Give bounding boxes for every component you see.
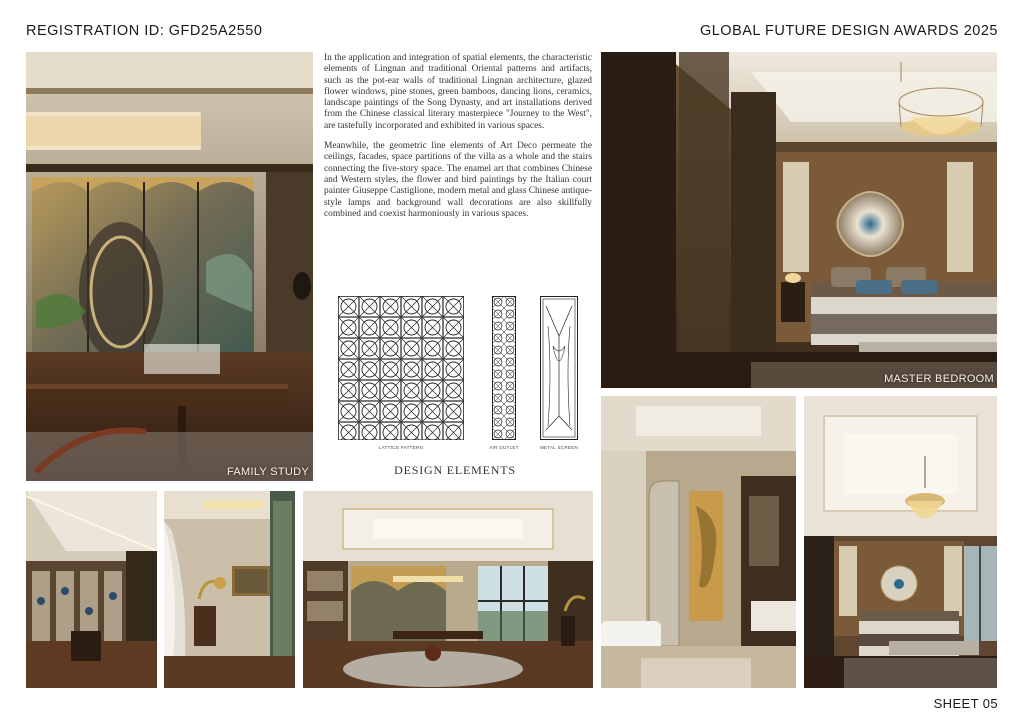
registration-id: REGISTRATION ID: GFD25A2550 (26, 23, 263, 39)
family-study-photo (26, 52, 313, 481)
metal-screen-drawing (539, 296, 579, 450)
design-elements-title: DESIGN ELEMENTS (394, 463, 516, 477)
bathroom-photo (601, 396, 796, 688)
study-room-photo (303, 491, 593, 688)
description-paragraph-1: In the application and integration of spatial elements, the characteristic elements of Lingnan and traditional Oriental patterns and artifacts, such as the pot-ear walls of traditional Lingnan architecture, glazed flower windows, pine stones, green bamboos, dancing lions, ceramics, landscape paintings of the Song Dynasty, and art installations derived from the Chinese classical literary masterpiece "Journey to the West", are tastefully incorporated and exhibited in various spaces. (324, 53, 592, 131)
sheet-number: SHEET 05 (933, 696, 998, 711)
second-bedroom-photo (804, 396, 997, 688)
description-paragraph-2: Meanwhile, the geometric line elements of Art Deco permeate the ceilings, facades, space partitions of the villa as a whole and the stairs connecting the five-story space. The enamel art that combines Chinese and Western styles, the flower and bird paintings by the Italian court painter Giuseppe Castiglione, modern metal and glass Chinese antique-style lamps and background wall decorations are also skillfully combined and coexist harmoniously in various spaces. (324, 141, 592, 219)
metal-screen-label: METAL SCREEN (539, 445, 579, 450)
description-text (324, 53, 592, 229)
display-cabinet-photo (26, 491, 157, 688)
lattice-pattern-drawing (338, 296, 464, 450)
family-study-caption: FAMILY STUDY (226, 466, 309, 478)
master-bedroom-caption: MASTER BEDROOM (884, 373, 994, 385)
air-outlet-label: AIR OUTLET (489, 445, 519, 450)
master-bedroom-photo (601, 52, 997, 388)
lattice-pattern-label: LATTICE PATTERN (378, 445, 424, 450)
award-title: GLOBAL FUTURE DESIGN AWARDS 2025 (699, 23, 998, 39)
corridor-photo (164, 491, 295, 688)
air-outlet-drawing (489, 296, 519, 450)
